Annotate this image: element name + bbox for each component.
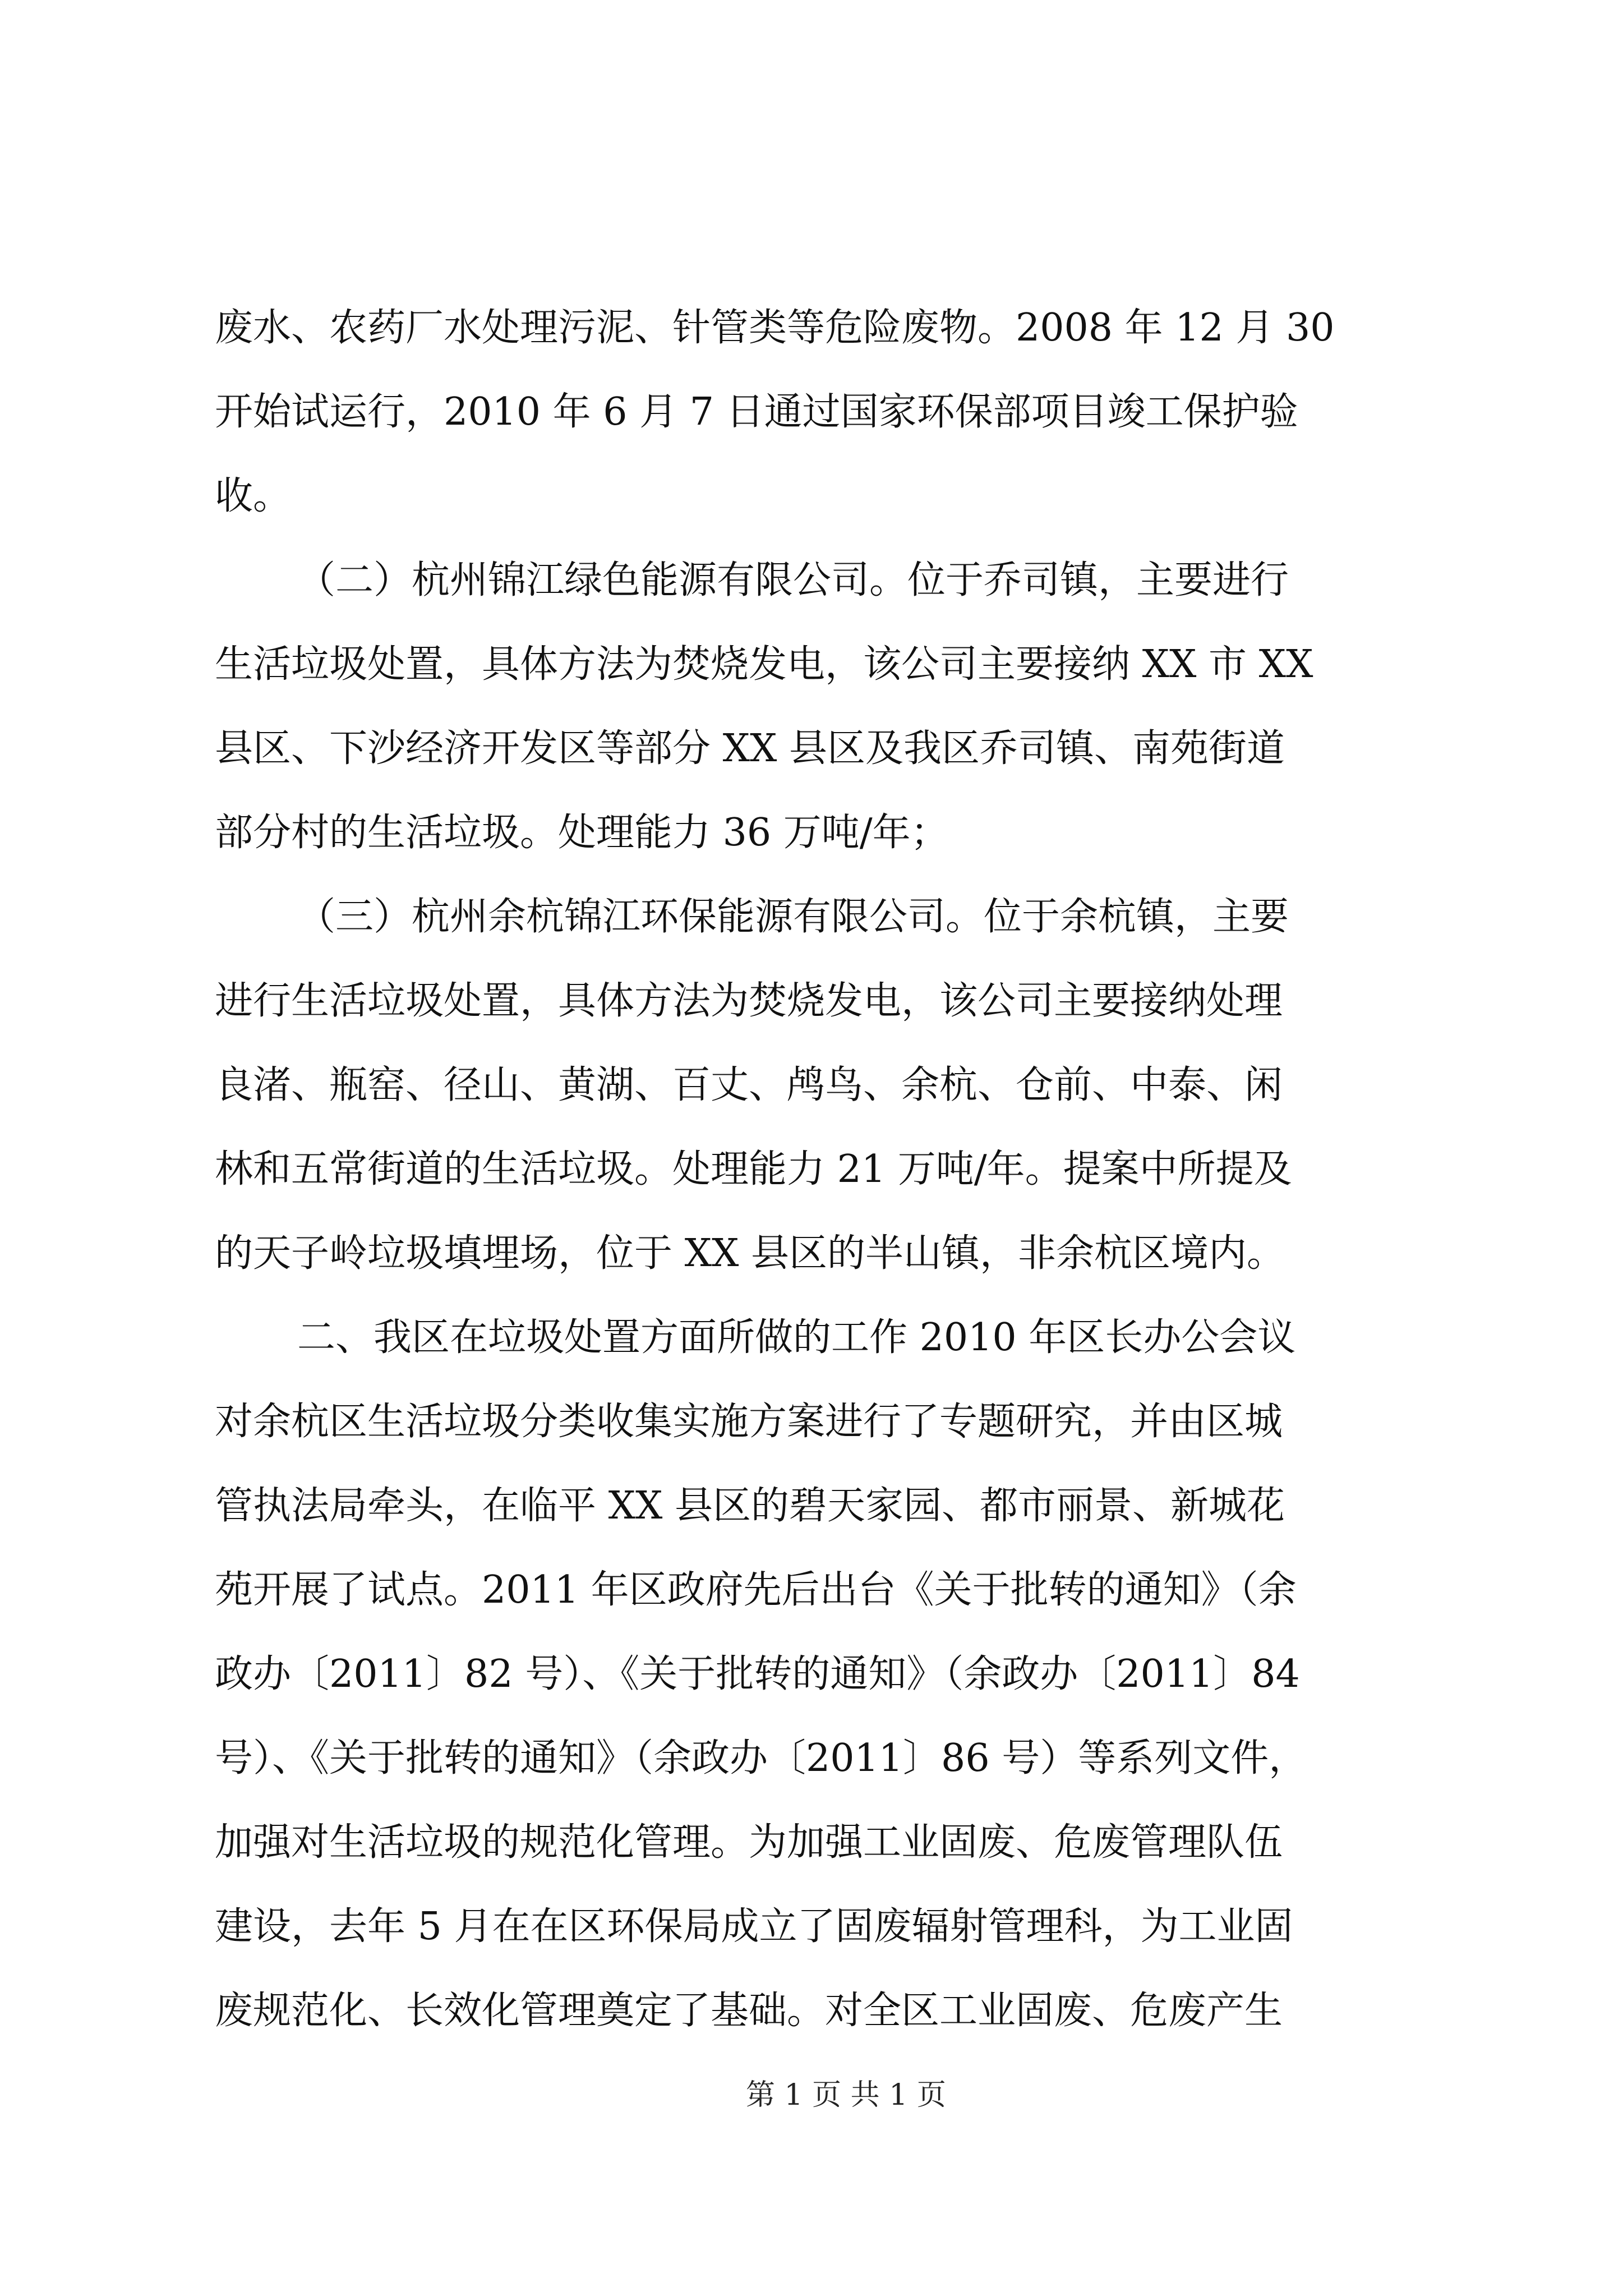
text-line-3: 收。 [215, 474, 292, 518]
text-line-15: 管执法局牵头，在临平 XX 县区的碧天家园、都市丽景、新城花 [215, 1484, 1285, 1528]
text-line-6: 县区、下沙经济开发区等部分 XX 县区及我区乔司镇、南苑街道 [215, 726, 1285, 771]
text-line-2: 开始试运行，2010 年 6 月 7 日通过国家环保部项目竣工保护验 [215, 390, 1298, 434]
text-line-9: 进行生活垃圾处置，具体方法为焚烧发电，该公司主要接纳处理 [215, 979, 1283, 1023]
text-line-20: 建设，去年 5 月在在区环保局成立了固废辐射管理科，为工业固 [215, 1904, 1293, 1949]
text-line-12: 的天子岭垃圾填埋场，位于 XX 县区的半山镇，非余杭区境内。 [215, 1231, 1285, 1276]
text-line-4: （二）杭州锦江绿色能源有限公司。位于乔司镇，主要进行 [297, 558, 1289, 602]
text-line-21: 废规范化、长效化管理奠定了基础。对全区工业固废、危废产生 [215, 1989, 1283, 2033]
text-line-5: 生活垃圾处置，具体方法为焚烧发电，该公司主要接纳 XX 市 XX [215, 642, 1313, 687]
text-line-19: 加强对生活垃圾的规范化管理。为加强工业固废、危废管理队伍 [215, 1820, 1283, 1865]
text-line-8: （三）杭州余杭锦江环保能源有限公司。位于余杭镇，主要 [297, 895, 1289, 939]
text-line-11: 林和五常街道的生活垃圾。处理能力 21 万吨/年。提案中所提及 [215, 1147, 1292, 1191]
text-line-7: 部分村的生活垃圾。处理能力 36 万吨/年； [215, 811, 949, 855]
text-line-16: 苑开展了试点。2011 年区政府先后出台《关于批转的通知》（余 [215, 1568, 1297, 1612]
text-line-18: 号）、《关于批转的通知》（余政办〔2011〕86 号）等系列文件， [215, 1736, 1307, 1780]
page-footer: 第 1 页 共 1 页 [746, 2078, 946, 2112]
text-line-17: 政办〔2011〕82 号）、《关于批转的通知》（余政办〔2011〕84 [215, 1652, 1300, 1696]
text-line-14: 对余杭区生活垃圾分类收集实施方案进行了专题研究，并由区城 [215, 1400, 1283, 1444]
text-line-1: 废水、农药厂水处理污泥、针管类等危险废物。2008 年 12 月 30 [215, 306, 1335, 350]
text-line-10: 良渚、瓶窑、径山、黄湖、百丈、鸬鸟、余杭、仓前、中泰、闲 [215, 1063, 1283, 1107]
text-line-13: 二、我区在垃圾处置方面所做的工作 2010 年区长办公会议 [297, 1315, 1296, 1360]
